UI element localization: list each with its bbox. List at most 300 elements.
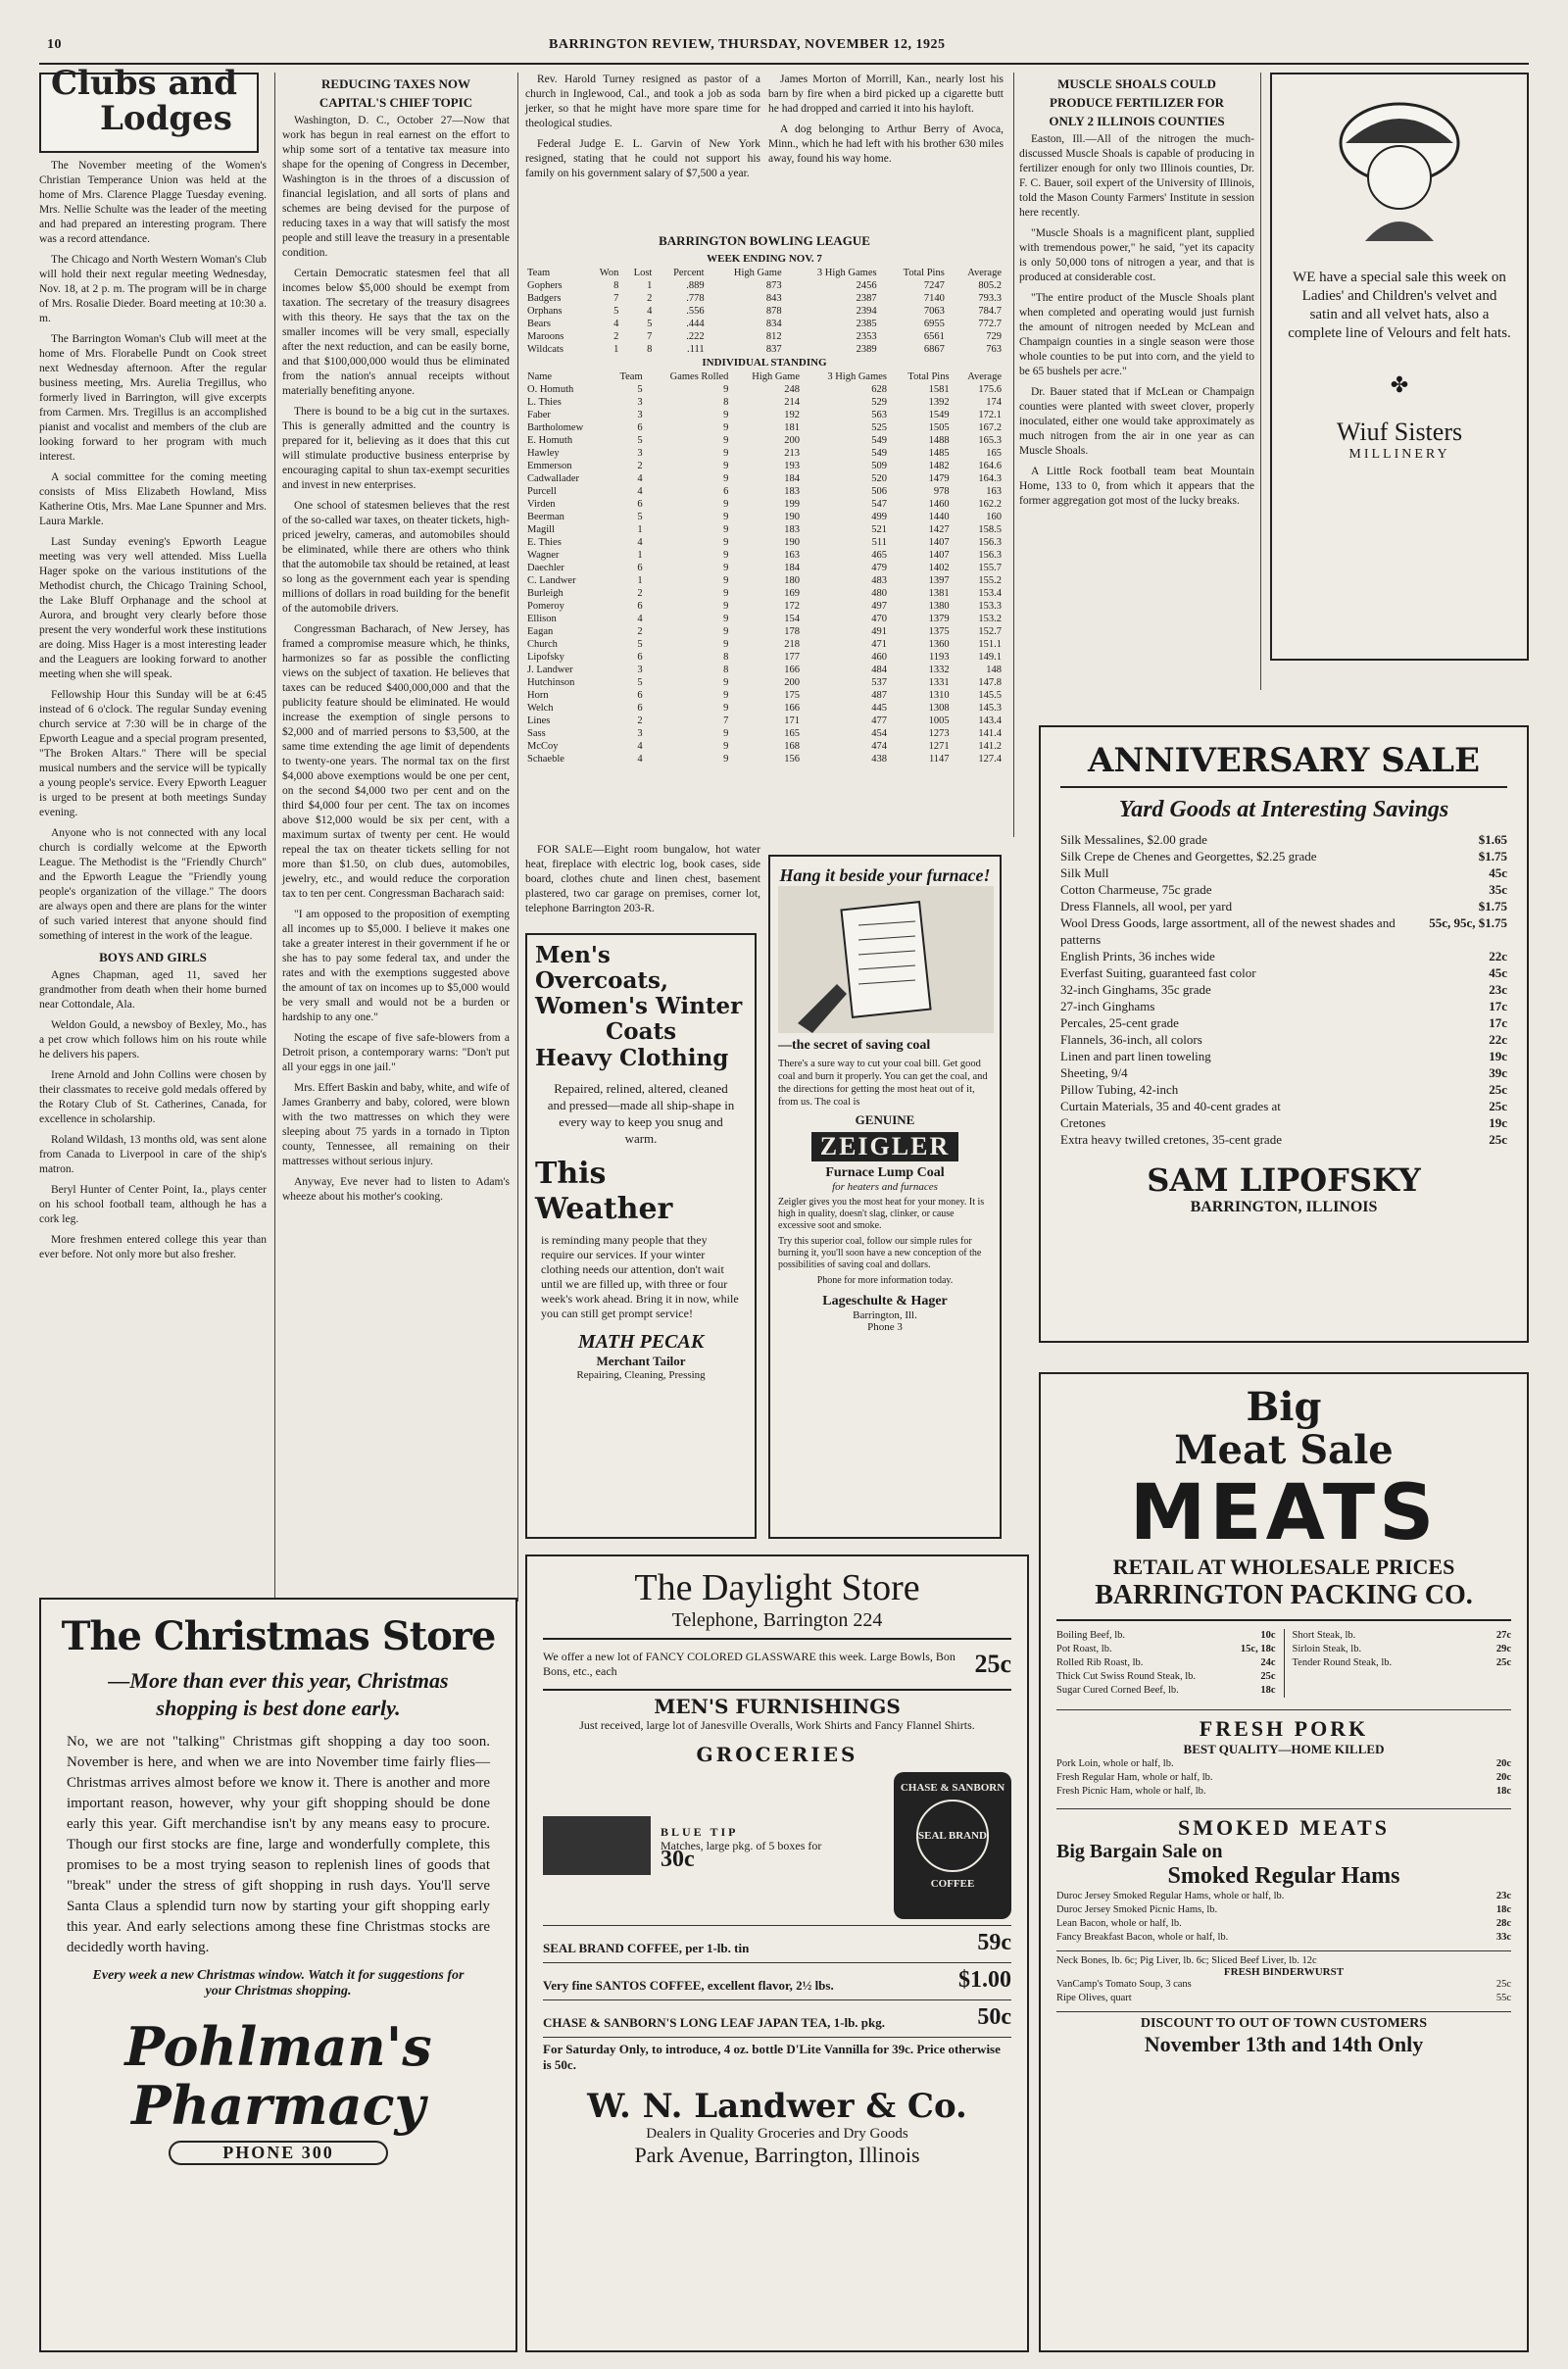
table-cell: Faber: [527, 410, 551, 420]
item-name: Duroc Jersey Smoked Regular Hams, whole or half, lb.: [1056, 1891, 1285, 1901]
smoked-item-row: [1056, 1890, 1511, 1903]
table-cell: 9: [723, 499, 729, 510]
table-cell: 9: [723, 614, 729, 624]
matches-brand: BLUE TIP: [661, 1825, 739, 1839]
meat-dates: November 13th and 14th Only: [1144, 2032, 1424, 2056]
table-cell: Maroons: [527, 331, 564, 342]
table-row: [525, 613, 1004, 625]
meat-left-list: [1056, 1629, 1285, 1698]
table-cell: Emmerson: [527, 461, 572, 471]
table-cell: 164.6: [978, 461, 1002, 471]
table-cell: 167.2: [978, 422, 1002, 433]
table-cell: 183: [784, 486, 800, 497]
item-name: Wool Dress Goods, large assortment, all of the newest shades and patterns: [1060, 915, 1396, 947]
table-cell: 480: [871, 588, 888, 599]
item-price: 24c: [1260, 1657, 1276, 1668]
table-cell: 193: [784, 461, 800, 471]
coal-genuine: GENUINE: [855, 1112, 915, 1127]
table-cell: Ellison: [527, 614, 557, 624]
table-cell: 153.4: [978, 588, 1002, 599]
for-sale-text: FOR SALE—Eight room bungalow, hot water heat, fireplace with electric log, book cases, side board, clothes chute and linen chest, basement plastered, two car garage on premises, corner lot, telephone Barrington 203-R.: [525, 844, 760, 914]
sale-item-row: [1060, 998, 1507, 1014]
table-cell: 1379: [928, 614, 950, 624]
table-header-cell: Total Pins: [903, 268, 945, 278]
table-cell: 9: [723, 677, 729, 688]
table-cell: 158.5: [978, 524, 1002, 535]
sale-item-row: [1060, 1064, 1507, 1081]
coal-phone-note: Phone for more information today.: [816, 1275, 954, 1286]
wiuf-body: WE have a special sale this week on Ladies' and Children's velvet and satin and all velvet hats, also a complete line of Velours and felt hats.: [1288, 270, 1511, 341]
table-cell: 163: [784, 550, 800, 561]
tomato-price: 25c: [1495, 1979, 1511, 1990]
coal-for: for heaters and furnaces: [832, 1181, 938, 1193]
table-cell: 4: [637, 754, 643, 765]
christmas-body: No, we are not "talking" Christmas gift shopping a day too soon. November is here, and when we are into November time fairly flies—Christmas arrives almost before we know it. There is another and more important reason, however, why your gift shopping should be done early this year. Gift merchandise isn't by any means easy to procure. Though our first stocks are fine, large and wonderfully complete, this promises to be a most trying season to replenish lines of goods that "break" under the stress of gift shopping in rush days. You'll serve Santa Claus a splendid turn now by starting your gift shopping early this year. And early selections among these fine Christmas stocks are decidedly worth having.: [67, 1734, 490, 1955]
pork-title: FRESH PORK: [1056, 1709, 1511, 1742]
column-rule: [1260, 73, 1261, 690]
meat-line-1: Big: [1246, 1384, 1322, 1430]
table-cell: Badgers: [527, 293, 562, 304]
lipofsky-town: BARRINGTON, ILLINOIS: [1190, 1199, 1378, 1215]
muscle-paragraph: Dr. Bauer stated that if McLean or Champaign counties were planted with sweet clover, properly inoculated, either one would take approximately as much nitrogen from the air in one year as can Muscle Shoals.: [1019, 386, 1254, 457]
table-cell: 763: [986, 344, 1002, 355]
table-row: [525, 689, 1004, 702]
table-row: [525, 305, 1004, 318]
table-cell: 6: [723, 486, 729, 497]
table-cell: Lines: [527, 716, 551, 726]
table-header-cell: Games Rolled: [669, 371, 729, 382]
table-cell: Bears: [527, 319, 551, 329]
overcoats-line-2: Women's Winter: [535, 993, 743, 1019]
table-cell: 171: [784, 716, 800, 726]
table-cell: 784.7: [978, 306, 1002, 317]
brief-paragraph: Rev. Harold Turney resigned as pastor of a church in Inglewood, Cal., and took a job as soda jerker, so that he might have more spare time for theological studies.: [525, 74, 760, 129]
coffee-can-icon: [894, 1772, 1011, 1919]
sale-item-row: [1060, 831, 1507, 848]
table-cell: 149.1: [978, 652, 1002, 663]
table-cell: 2353: [856, 331, 877, 342]
club-news-paragraph: Anyone who is not connected with any local church is cordially welcome at the Epworth League. The Methodist is the "Friendly Church" and the Epworth League the "Friendly young people's organization of the village." The doors are always open and there are plans for the winter of such varied interest that anyone should find something of interest in the work of the league.: [39, 827, 267, 942]
table-cell: 1331: [928, 677, 950, 688]
coal-chart-illustration: [778, 886, 994, 1033]
table-cell: 454: [871, 728, 888, 739]
table-cell: 141.4: [978, 728, 1002, 739]
table-row: [525, 330, 1004, 343]
table-cell: 7063: [923, 306, 945, 317]
item-name: Fresh Regular Ham, whole or half, lb.: [1056, 1772, 1213, 1783]
item-price: 25c: [1489, 1132, 1507, 1147]
item-name: Silk Mull: [1060, 865, 1109, 880]
table-row: [525, 485, 1004, 498]
table-row: [525, 651, 1004, 664]
table-cell: 190: [784, 512, 800, 522]
table-cell: 1: [647, 280, 653, 291]
sale-item-row: [1060, 1098, 1507, 1114]
daylight-phone: Telephone, Barrington 224: [543, 1609, 1011, 1640]
table-cell: 218: [784, 639, 800, 650]
table-row: [525, 676, 1004, 689]
tax-paragraph: One school of statesmen believes that the rest of the so-called war taxes, on theater tickets, high-priced jewelry, cameras, and automobiles should be eliminated, while there are others who think that the automobile tax should be retained, at least so long as the government each year is spending millions of dollars in road building for the benefit of the automobile drivers.: [282, 500, 510, 615]
meat-sale-ad: [1039, 1372, 1529, 2352]
table-row: [525, 292, 1004, 305]
table-cell: Church: [527, 639, 558, 650]
smoked-title: SMOKED MEATS: [1056, 1808, 1511, 1841]
table-cell: 1: [637, 524, 643, 535]
christmas-title: The Christmas Store: [61, 1613, 496, 1659]
table-cell: 177: [784, 652, 800, 663]
daylight-store-ad: [525, 1555, 1029, 2352]
table-cell: 165: [784, 728, 800, 739]
sale-item-row: [1060, 1031, 1507, 1048]
smoked-list: [1056, 1890, 1511, 1945]
lipofsky-name: SAM LIPOFSKY: [1147, 1161, 1421, 1199]
coal-secret: —the secret of saving coal: [778, 1038, 931, 1053]
table-row: [525, 715, 1004, 727]
table-cell: 9: [723, 639, 729, 650]
wiuf-name: Wiuf Sisters: [1336, 418, 1463, 446]
item-price: 33c: [1495, 1932, 1511, 1943]
pork-item-row: [1056, 1785, 1511, 1799]
table-cell: 497: [871, 601, 888, 612]
bowling-title: BARRINGTON BOWLING LEAGUE: [659, 233, 870, 248]
item-price: 28c: [1495, 1918, 1511, 1929]
table-cell: 172: [784, 601, 800, 612]
table-cell: 9: [723, 741, 729, 752]
sale-item-row: [1060, 1048, 1507, 1064]
table-cell: 8: [723, 652, 729, 663]
table-cell: 470: [871, 614, 888, 624]
vanilla-text: For Saturday Only, to introduce, 4 oz. bottle D'Lite Vannilla for 39c. Price otherwise is 50c.: [543, 2037, 1011, 2073]
item-price: $1.75: [1478, 849, 1507, 864]
table-cell: 477: [871, 716, 888, 726]
glassware-price: 25c: [974, 1650, 1011, 1678]
table-cell: 200: [784, 677, 800, 688]
table-row: [525, 498, 1004, 511]
table-cell: 878: [765, 306, 782, 317]
table-cell: 438: [871, 754, 888, 765]
table-row: [525, 472, 1004, 485]
christmas-store-ad: [39, 1598, 517, 2352]
table-cell: 199: [784, 499, 800, 510]
meat-item-row: [1293, 1656, 1512, 1670]
item-name: Pillow Tubing, 42-inch: [1060, 1082, 1179, 1097]
table-cell: 4: [637, 614, 643, 624]
sale-item-row: [1060, 914, 1507, 948]
table-cell: 9: [723, 473, 729, 484]
table-header-cell: Won: [599, 268, 619, 278]
table-header-cell: Lost: [633, 268, 653, 278]
table-cell: Sass: [527, 728, 546, 739]
table-cell: 213: [784, 448, 800, 459]
table-cell: Burleigh: [527, 588, 564, 599]
clubs-lodges-logo: [39, 64, 259, 153]
table-cell: 729: [986, 331, 1002, 342]
table-cell: 2387: [856, 293, 877, 304]
item-price: 27c: [1495, 1630, 1511, 1641]
table-cell: 6: [637, 703, 643, 714]
table-cell: 5: [647, 319, 653, 329]
tax-paragraph: Noting the escape of five safe-blowers from a Detroit prison, a contemporary warns: "Don't put all your eggs in one jail.": [282, 1032, 510, 1073]
brief-column-a: [525, 73, 760, 187]
meat-item-row: [1056, 1684, 1276, 1698]
table-cell: 2456: [856, 280, 877, 291]
meat-item-row: [1293, 1629, 1512, 1643]
table-cell: 166: [784, 665, 800, 675]
logo-bottom: Lodges: [100, 99, 232, 138]
table-cell: 153.3: [978, 601, 1002, 612]
table-cell: 506: [871, 486, 888, 497]
item-price: 23c: [1489, 982, 1507, 997]
table-cell: 445: [871, 703, 888, 714]
club-news-paragraph: The November meeting of the Women's Christian Temperance Union was held at the home of Mrs. Clarence Plagge Tuesday evening. Mrs. Nellie Schulte was the leader of the meeting and had prepared an interesting program. There was a record attendance.: [39, 160, 267, 245]
column-rule: [517, 73, 518, 1602]
table-row: [525, 460, 1004, 472]
table-cell: 214: [784, 397, 800, 408]
table-cell: 156.3: [978, 550, 1002, 561]
table-cell: Beerman: [527, 512, 564, 522]
item-price: 25c: [1489, 1099, 1507, 1113]
coal-body-3: Try this superior coal, follow our simple rules for burning it, you'll soon have a new conception of the possibilities of saving coal and dollars.: [778, 1236, 982, 1270]
pohlman-brand-1: Pohlman's: [124, 2015, 432, 2078]
table-cell: 165: [986, 448, 1002, 459]
brief-paragraph: James Morton of Morrill, Kan., nearly lost his barn by fire when a bird picked up a cigarette butt he had dropped and carried it into his hayloft.: [768, 74, 1004, 115]
meat-retail: RETAIL AT WHOLESALE PRICES: [1112, 1555, 1455, 1579]
table-cell: 6: [637, 563, 643, 573]
table-row: [525, 434, 1004, 447]
table-cell: 5: [637, 435, 643, 446]
landwer-company: W. N. Landwer & Co.: [587, 2087, 967, 2126]
item-name: Fresh Picnic Ham, whole or half, lb.: [1056, 1786, 1206, 1797]
sale-item-row: [1060, 848, 1507, 864]
muscle-heading-3: ONLY 2 ILLINOIS COUNTIES: [1049, 114, 1225, 128]
item-name: Short Steak, lb.: [1292, 1630, 1356, 1641]
meat-right-list: [1285, 1629, 1512, 1698]
meat-misc: Neck Bones, lb. 6c; Pig Liver, lb. 6c; Sliced Beef Liver, lb. 12c: [1056, 1950, 1511, 1966]
tea-price: 50c: [977, 2004, 1011, 2030]
boys-girls-paragraph: Irene Arnold and John Collins were chosen by their classmates to receive gold medals offered by the Rotary Club of St. Catherines, Canada, for excellence in scholarship.: [39, 1069, 267, 1125]
table-cell: Daechler: [527, 563, 564, 573]
table-row: [525, 409, 1004, 421]
landwer-address: Park Avenue, Barrington, Illinois: [634, 2143, 920, 2167]
table-cell: 162.2: [978, 499, 1002, 510]
table-cell: 3: [637, 448, 643, 459]
table-cell: 4: [637, 741, 643, 752]
item-name: Curtain Materials, 35 and 40-cent grades at: [1060, 1099, 1281, 1113]
clubs-paragraphs: [39, 159, 267, 944]
tax-paragraph: There is bound to be a big cut in the surtaxes. This is generally admitted and the country is prepared for it, believing as it does that this cut will stimulate productive business enterprise by encouraging capital to shun tax-exempt securities and invest in new enterprises.: [282, 406, 510, 491]
table-cell: 837: [765, 344, 782, 355]
item-price: 10c: [1260, 1630, 1276, 1641]
table-row: [525, 638, 1004, 651]
table-cell: 6: [637, 690, 643, 701]
table-cell: C. Landwer: [527, 575, 576, 586]
table-header-cell: Percent: [673, 268, 705, 278]
coal-product: Furnace Lump Coal: [825, 1165, 945, 1180]
table-cell: 164.3: [978, 473, 1002, 484]
coal-body-2: Zeigler gives you the most heat for your money. It is high in quality, doesn't slag, clinker, or cause excessive soot and smoke.: [778, 1197, 985, 1231]
table-cell: 1: [637, 550, 643, 561]
table-row: [525, 343, 1004, 356]
overcoats-body: Repaired, relined, altered, cleaned and pressed—made all ship-shape in every way to keep you snug and warm.: [547, 1081, 735, 1146]
table-row: [525, 625, 1004, 638]
table-cell: Lipofsky: [527, 652, 564, 663]
table-header-cell: 3 High Games: [816, 268, 877, 278]
table-cell: 6: [637, 601, 643, 612]
overcoats-ad: [525, 933, 757, 1539]
table-row: [525, 702, 1004, 715]
table-header-cell: 3 High Games: [827, 371, 888, 382]
table-cell: 8: [723, 397, 729, 408]
item-name: Silk Crepe de Chenes and Georgettes, $2.25 grade: [1060, 849, 1317, 864]
club-news-paragraph: The Chicago and North Western Woman's Club will hold their next regular meeting Wednesday, Nov. 18, at 2 p. m. The program will be in charge of Mrs. Rosalie Dieder. Board meeting at 10:30 a. m.: [39, 254, 267, 324]
table-cell: 9: [723, 524, 729, 535]
tax-paragraph: Mrs. Effert Baskin and baby, white, and wife of James Granberry and baby, colored, were blown with the two mattresses on which they were sleeping about 75 yards in a tornado in Tipton county, Tennessee, all remaining on their mattresses without serious injury.: [282, 1082, 510, 1167]
table-cell: Gophers: [527, 280, 563, 291]
item-price: 23c: [1495, 1891, 1511, 1901]
table-cell: 7247: [923, 280, 945, 291]
for-sale-ad: [525, 843, 760, 922]
table-cell: 152.7: [978, 626, 1002, 637]
table-cell: 7: [647, 331, 653, 342]
table-cell: 9: [723, 512, 729, 522]
table-cell: 1380: [928, 601, 950, 612]
table-cell: 156.3: [978, 537, 1002, 548]
landwer-dealers: Dealers in Quality Groceries and Dry Goods: [646, 2126, 908, 2142]
table-row: [525, 511, 1004, 523]
overcoats-line-1: Men's Overcoats,: [535, 942, 668, 994]
table-cell: 160: [986, 512, 1002, 522]
table-row: [525, 279, 1004, 292]
table-cell: Horn: [527, 690, 549, 701]
team-standings-table: [525, 267, 1004, 356]
christmas-footer: Every week a new Christmas window. Watch it for suggestions for your Christmas shopping.: [92, 1968, 465, 1999]
table-cell: 163: [986, 486, 1002, 497]
table-cell: Welch: [527, 703, 554, 714]
table-cell: 2: [637, 716, 643, 726]
meat-discount: DISCOUNT TO OUT OF TOWN CUSTOMERS: [1056, 2011, 1511, 2032]
table-cell: 155.2: [978, 575, 1002, 586]
pork-sub: BEST QUALITY—HOME KILLED: [1183, 1742, 1385, 1756]
tax-paragraph: "I am opposed to the proposition of exempting all incomes up to $5,000. I believe it makes one take a greater interest in their government if he or she has to pay some federal tax, and under the rates and with the exemptions suggested above the amount of tax on incomes up to $5,000 would be very small and would not be a burden or hardship to any one.": [282, 909, 510, 1023]
can-brand-1: CHASE & SANBORN: [900, 1782, 1005, 1794]
table-cell: 168: [784, 741, 800, 752]
wiuf-sub: MILLINERY: [1348, 447, 1450, 462]
table-cell: 7140: [923, 293, 945, 304]
table-cell: 166: [784, 703, 800, 714]
table-cell: 192: [784, 410, 800, 420]
table-header-cell: High Game: [752, 371, 800, 382]
table-cell: 9: [723, 422, 729, 433]
table-cell: 4: [637, 537, 643, 548]
table-cell: McCoy: [527, 741, 559, 752]
table-cell: 5: [613, 306, 619, 317]
table-cell: 484: [871, 665, 888, 675]
boys-girls-paragraphs: [39, 968, 267, 1262]
furnishings-title: MEN'S FURNISHINGS: [543, 1689, 1011, 1718]
table-cell: 812: [765, 331, 782, 342]
table-row: [525, 383, 1004, 396]
table-cell: E. Thies: [527, 537, 562, 548]
table-cell: 1485: [928, 448, 950, 459]
table-row: [525, 318, 1004, 330]
groceries-title: GROCERIES: [696, 1743, 858, 1766]
table-cell: 5: [637, 384, 643, 395]
table-cell: 2: [613, 331, 619, 342]
table-cell: 3: [637, 410, 643, 420]
taxes-paragraphs: [282, 114, 510, 1205]
tax-paragraph: Anyway, Eve never had to listen to Adam's wheeze about his mother's cooking.: [282, 1176, 510, 1203]
table-row: [525, 523, 1004, 536]
taxes-heading-2: CAPITAL'S CHIEF TOPIC: [318, 95, 473, 110]
pork-item-row: [1056, 1757, 1511, 1771]
individual-standing-title: INDIVIDUAL STANDING: [702, 357, 827, 369]
table-row: [525, 587, 1004, 600]
muscle-heading-1: MUSCLE SHOALS COULD: [1057, 76, 1216, 91]
table-cell: 2394: [856, 306, 877, 317]
table-cell: 141.2: [978, 741, 1002, 752]
item-price: 25c: [1495, 1657, 1511, 1668]
table-cell: 1310: [928, 690, 950, 701]
table-cell: 1479: [928, 473, 950, 484]
muscle-paragraph: A Little Rock football team beat Mountain Home, 133 to 0, from which it appears that the former aggregation got most of the lucky breaks.: [1019, 466, 1254, 507]
sale-item-row: [1060, 964, 1507, 981]
table-cell: 1397: [928, 575, 950, 586]
item-price: $1.65: [1478, 832, 1507, 847]
table-cell: 549: [871, 448, 888, 459]
table-cell: 509: [871, 461, 888, 471]
table-cell: 483: [871, 575, 888, 586]
table-cell: 2385: [856, 319, 877, 329]
item-name: Pork Loin, whole or half, lb.: [1056, 1758, 1174, 1769]
table-cell: Bartholomew: [527, 422, 584, 433]
table-cell: 5: [637, 512, 643, 522]
table-row: [525, 536, 1004, 549]
olives-name: Ripe Olives, quart: [1056, 1993, 1132, 2003]
table-cell: 1147: [928, 754, 950, 765]
table-cell: 537: [871, 677, 888, 688]
table-cell: 873: [765, 280, 782, 291]
item-price: 45c: [1489, 965, 1507, 980]
item-name: Fancy Breakfast Bacon, whole or half, lb.: [1056, 1932, 1229, 1943]
boys-girls-heading: BOYS AND GIRLS: [99, 950, 207, 964]
item-price: 20c: [1495, 1758, 1511, 1769]
table-cell: 9: [723, 461, 729, 471]
table-cell: 2: [647, 293, 653, 304]
table-cell: 6: [637, 499, 643, 510]
table-cell: 4: [637, 473, 643, 484]
table-cell: 165.3: [978, 435, 1002, 446]
weather-headline: This Weather: [535, 1157, 673, 1226]
table-cell: 154: [784, 614, 800, 624]
table-cell: 4: [647, 306, 653, 317]
pohlman-brand-2: Pharmacy: [131, 2074, 425, 2137]
table-cell: 7: [723, 716, 729, 726]
coal-ad: [768, 855, 1002, 1539]
meat-company: BARRINGTON PACKING CO.: [1056, 1580, 1511, 1621]
table-cell: 1407: [928, 537, 950, 548]
anniversary-sale-ad: [1039, 725, 1529, 1343]
muscle-paragraphs: [1019, 132, 1254, 509]
table-cell: 628: [871, 384, 888, 395]
table-cell: 127.4: [978, 754, 1002, 765]
tax-paragraph: Congressman Bacharach, of New Jersey, has framed a compromise measure which, he thinks, harmonizes so far as possible the conflicting views on the subject of taxation. He believes that taxes can be reduced $400,000,000 and that the publicity feature should be eliminated. He would increase the exemption of single persons to $2,000 and of married persons to $3,500, at the same time extending the age limit of dependents to twenty-one years. The normal tax on the first $4,000 above exemptions would be one per cent, on the second $4,000 two per cent and on the third $4,000 four per cent. The tax on incomes above $12,000 would be six per cent, with a maximum surtax of twenty per cent. He would repeal the tax on theater tickets selling for not more than $1.50, on club dues, automobiles, jewelry, etc., and would reduce the corporation tax to ten per cent. Congressman Bacharach said:: [282, 623, 510, 900]
table-cell: 155.7: [978, 563, 1002, 573]
pork-list: [1056, 1757, 1511, 1799]
item-name: Sheeting, 9/4: [1060, 1065, 1128, 1080]
boys-girls-paragraph: Roland Wildash, 13 months old, was sent alone from Canada to Liverpool in care of the ship's matron.: [39, 1134, 267, 1175]
item-price: 25c: [1260, 1671, 1276, 1682]
woman-hat-icon: [1326, 84, 1473, 251]
